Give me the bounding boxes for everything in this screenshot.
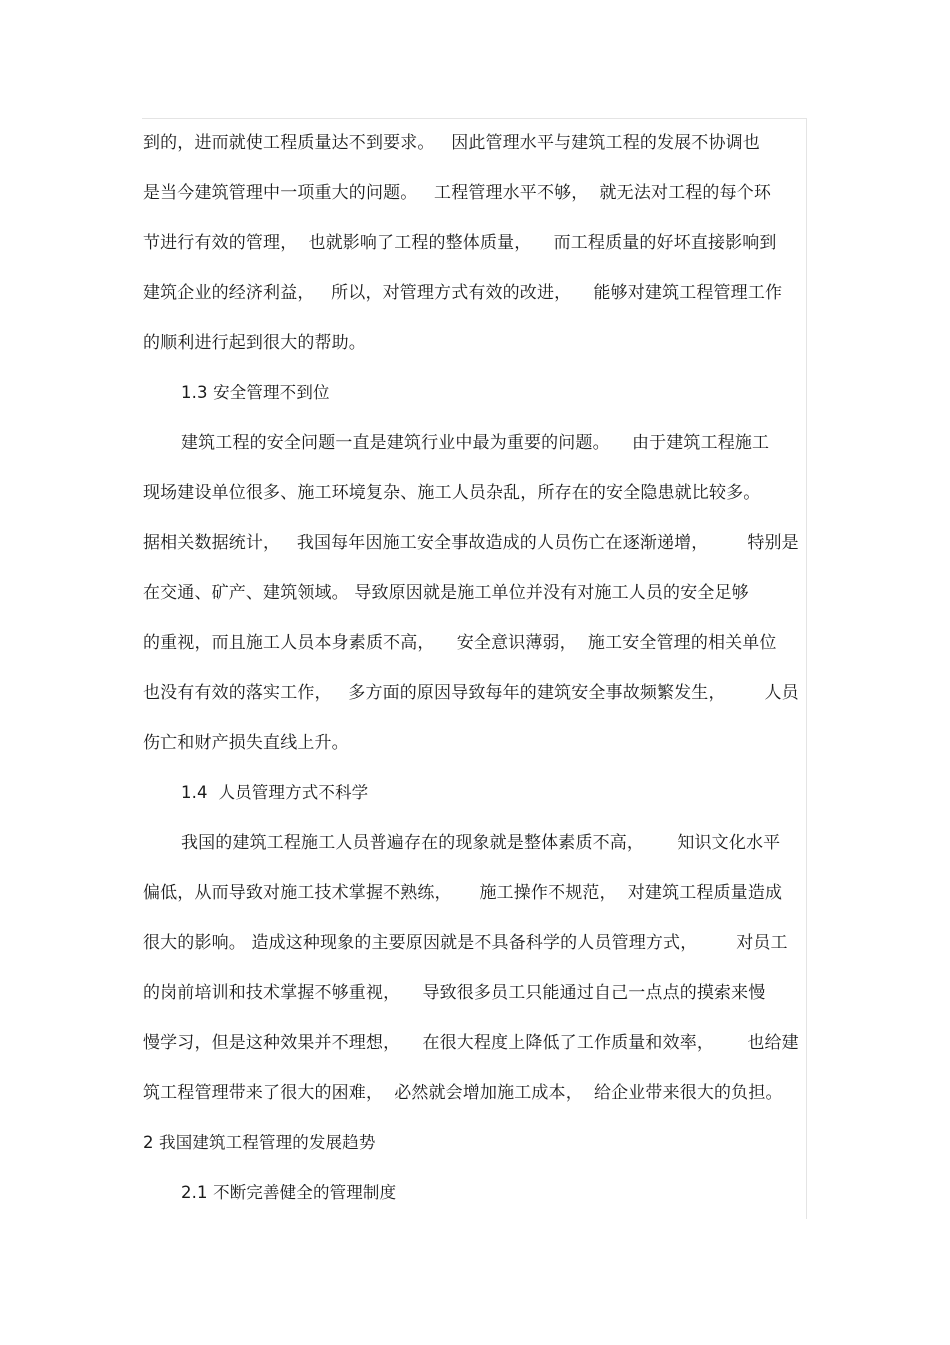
body-line: 在交通、矿产、建筑领域。 导致原因就是施工单位并没有对施工人员的安全足够: [143, 583, 749, 603]
body-line: 我国的建筑工程施工人员普遍存在的现象就是整体素质不高， 知识文化水平: [181, 833, 781, 853]
body-line: 的重视，而且施工人员本身素质不高， 安全意识薄弱， 施工安全管理的相关单位: [143, 633, 777, 653]
section-heading: 1.3 安全管理不到位: [181, 383, 330, 402]
section-heading: 2.1 不断完善健全的管理制度: [181, 1183, 397, 1202]
body-line: 也没有有效的落实工作， 多方面的原因导致每年的建筑安全事故频繁发生， 人员: [143, 683, 799, 703]
body-line: 建筑工程的安全问题一直是建筑行业中最为重要的问题。 由于建筑工程施工: [181, 433, 770, 453]
body-line: 现场建设单位很多、施工环境复杂、施工人员杂乱，所存在的安全隐患就比较多。: [143, 483, 761, 503]
body-line: 建筑企业的经济利益， 所以，对管理方式有效的改进， 能够对建筑工程管理工作: [143, 283, 783, 303]
body-line: 很大的影响。 造成这种现象的主要原因就是不具备科学的人员管理方式， 对员工: [143, 933, 788, 953]
chapter-heading: 2 我国建筑工程管理的发展趋势: [143, 1133, 376, 1152]
body-line: 的岗前培训和技术掌握不够重视， 导致很多员工只能通过自己一点点的摸索来慢: [143, 983, 766, 1003]
body-line: 偏低，从而导致对施工技术掌握不熟练， 施工操作不规范， 对建筑工程质量造成: [143, 883, 783, 903]
body-line: 节进行有效的管理， 也就影响了工程的整体质量， 而工程质量的好坏直接影响到: [143, 233, 777, 253]
body-line: 到的，进而就使工程质量达不到要求。 因此管理水平与建筑工程的发展不协调也: [143, 133, 760, 153]
section-heading: 1.4 人员管理方式不科学: [181, 783, 369, 802]
body-line: 伤亡和财产损失直线上升。: [143, 733, 349, 753]
body-line: 是当今建筑管理中一项重大的问题。 工程管理水平不够， 就无法对工程的每个环: [143, 183, 772, 203]
body-line: 慢学习，但是这种效果并不理想， 在很大程度上降低了工作质量和效率， 也给建: [143, 1033, 799, 1053]
body-line: 的顺利进行起到很大的帮助。: [143, 333, 366, 353]
body-line: 据相关数据统计， 我国每年因施工安全事故造成的人员伤亡在逐渐递增， 特别是: [143, 533, 799, 553]
body-line: 筑工程管理带来了很大的困难， 必然就会增加施工成本， 给企业带来很大的负担。: [143, 1083, 783, 1103]
